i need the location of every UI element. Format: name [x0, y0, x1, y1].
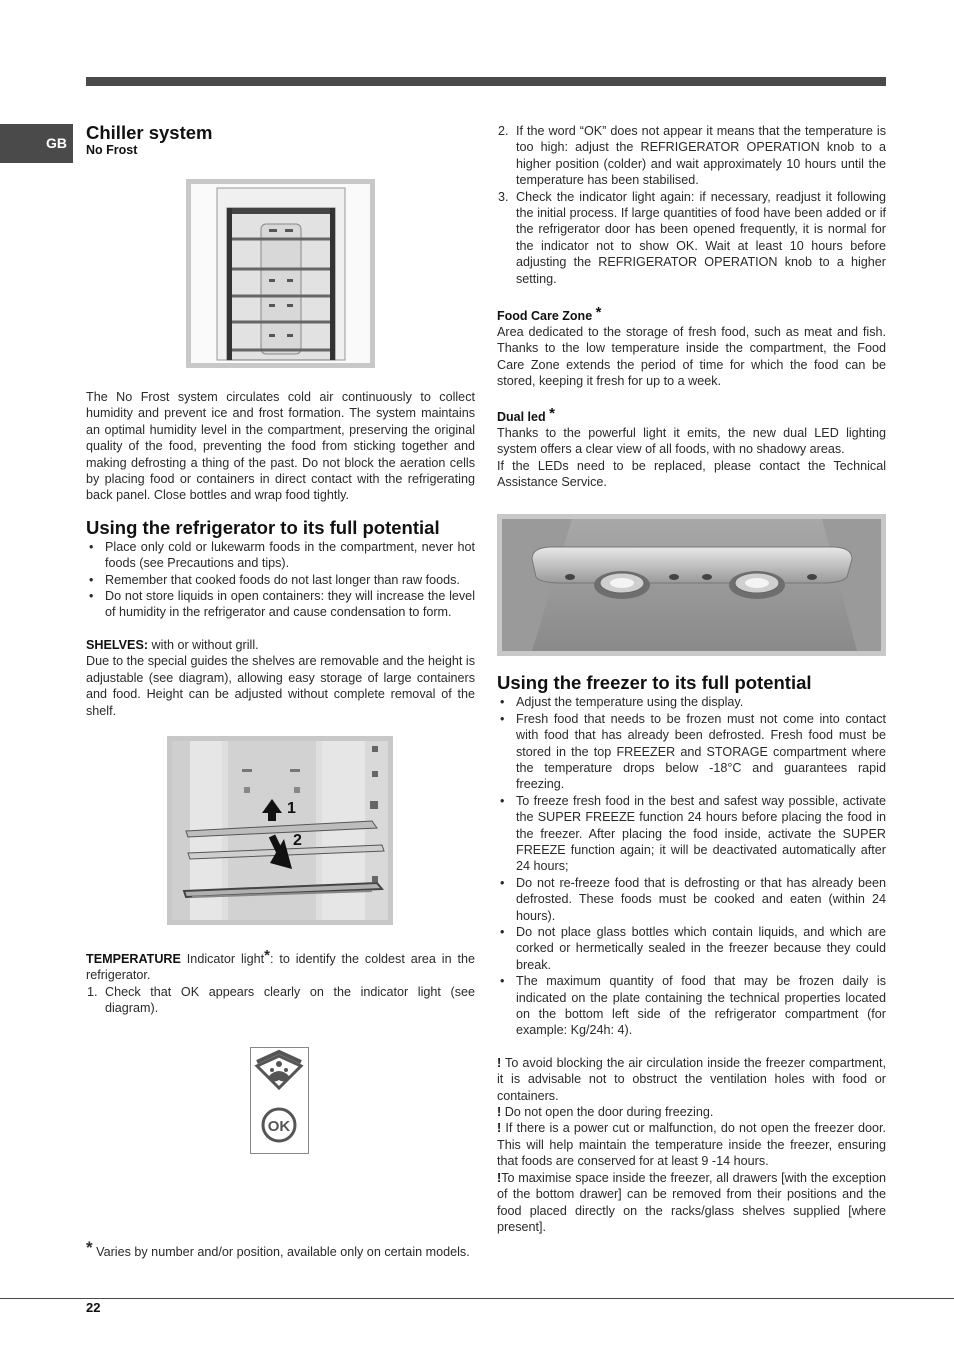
right-column [497, 122, 886, 1235]
list-item: • Do not place glass bottles which contain liquids, and which are corked or hermetically sealed in the freezer because they could break. [516, 924, 886, 973]
dual-led-label: Dual led [497, 409, 550, 424]
step-text: If the word “OK” does not appear it means that the temperature is too high: adjust the REFRIGERATOR OPERATION knob to a higher position (colder) and wait approximately 10 hours until the temperature has been stabilised. [516, 124, 886, 188]
footnote-text: Varies by number and/or position, available only on certain models. [92, 1245, 470, 1259]
top-rule [86, 77, 886, 86]
list-item: • Fresh food that needs to be frozen must not come into contact with food that has already been defrosted. Fresh food must be stored in the top FREEZER and STORAGE compartment where the temperature drops below -18°C and guarantees rapid freezing. [516, 711, 886, 793]
shelves-inline: with or without grill. [148, 637, 259, 652]
fridge-interior-illustration [191, 184, 370, 363]
shelf-step-2: 2 [293, 831, 302, 849]
warning-item [497, 1120, 886, 1169]
step-text: Check that OK appears clearly on the indicator light (see diagram). [105, 984, 475, 1016]
chiller-title: Chiller system [86, 122, 213, 143]
step-number: 1. [87, 984, 98, 999]
language-tab: GB [0, 124, 73, 163]
list-item [87, 984, 475, 1017]
freezer-bullet-list [497, 694, 886, 1039]
footer-rule [0, 1298, 954, 1299]
freezer-section-title: Using the freezer to its full potential [497, 672, 812, 694]
refrigerator-section-title: Using the refrigerator to its full potential [86, 516, 440, 538]
warning-mark: ! [497, 1121, 502, 1136]
list-item: • Adjust the temperature using the display. [516, 694, 886, 710]
dual-led-paragraph-1: Thanks to the powerful light it emits, the new dual LED lighting system offers a clear view of all foods, with no shadowy areas. [497, 425, 886, 457]
warning-mark: ! [497, 1055, 502, 1070]
shelf-adjust-illustration [172, 741, 388, 920]
temperature-steps-continued [497, 123, 886, 287]
dual-led-title [497, 406, 886, 425]
list-item: • Do not re-freeze food that is defrosting or that has already been defrosted. These foods must be cooked and eaten (within 24 hours). [516, 875, 886, 924]
list-item: • To freeze fresh food in the best and safest way possible, activate the SUPER FREEZE function 24 hours before placing the food in the freezer. After placing the food inside, activate the SUPER FREEZE function again; it will be deactivated automatically after 24 hours; [516, 793, 886, 875]
ok-indicator-illustration [251, 1048, 308, 1153]
list-item [498, 189, 886, 287]
warning-text: To avoid blocking the air circulation inside the freezer compartment, it is advisable not to obstruct the ventilation holes with food or containers. [497, 1055, 886, 1103]
dual-led-paragraph-2: If the LEDs need to be replaced, please contact the Technical Assistance Service. [497, 458, 886, 489]
shelf-adjust-figure [167, 736, 393, 925]
warning-mark: ! [497, 1170, 502, 1185]
chiller-subtitle: No Frost [86, 143, 138, 157]
temperature-paragraph [86, 948, 475, 984]
list-item: • The maximum quantity of food that may be frozen daily is indicated on the plate containing the technical properties located on the bottom left side of the refrigerator compartment (for example: Kg/24h: 4). [516, 973, 886, 1039]
ok-indicator-figure [250, 1047, 309, 1154]
warning-item [497, 1055, 886, 1104]
warning-text: To maximise space inside the freezer, all drawers [with the exception of the bottom drawer] can be removed from their positions and the food placed directly on the racks/glass shelves supplied [where present]. [497, 1170, 886, 1234]
shelves-label: SHELVES: [86, 637, 149, 652]
warning-text: If there is a power cut or malfunction, do not open the freezer door. This will help maintain the temperature inside the freezer, ensuring that foods are conserved for at least 9 -14 hours. [497, 1121, 886, 1169]
warning-mark: ! [497, 1105, 502, 1120]
nofrost-paragraph: The No Frost system circulates cold air continuously to collect humidity and prevent ice and frost formation. The system maintains an optimal humidity level in the compartment, preserving the original quality of the food, preventing the food from sticking together and making defrosting a thing of the past. Do not block the aeration cells by placing food or containers in direct contact with the refrigerating back panel. Close bottles and wrap food tightly. [86, 390, 475, 503]
step-number: 2. [498, 124, 509, 138]
shelf-step-1: 1 [287, 799, 296, 817]
step-text: Check the indicator light again: if necessary, readjust it following the initial process. If large quantities of food have been added or if the refrigerator door has been opened frequently, it is normal for the indicator not to show OK. Wait at least 10 hours before adjusting the REFRIGERATOR OPERATION knob to a higher setting. [516, 189, 886, 286]
dual-led-star: * [549, 404, 555, 422]
shelves-paragraph: Due to the special guides the shelves are removable and the height is adjustable (see diagram), allowing easy storage of large containers and food. Height can be adjusted without complete removal of the shelf. [86, 654, 475, 718]
warning-item [497, 1104, 886, 1120]
list-item [498, 123, 886, 189]
warning-item [497, 1170, 886, 1236]
list-item: • Do not store liquids in open containers: they will increase the level of humidity in the refrigerator and cause condensation to form. [105, 588, 475, 621]
list-item: • Place only cold or lukewarm foods in the compartment, never hot foods (see Precautions and tips). [105, 539, 475, 572]
temperature-star: * [264, 946, 270, 964]
temperature-rest: : to identify the coldest area in the refrigerator. [86, 951, 475, 983]
warnings-block [497, 1055, 886, 1235]
dual-led-illustration [502, 519, 881, 651]
list-item: • Remember that cooked foods do not last longer than raw foods. [105, 572, 475, 588]
dual-led-figure [497, 514, 886, 656]
footnote [86, 1240, 475, 1260]
step-number: 3. [498, 189, 509, 204]
page-number: 22 [86, 1300, 101, 1315]
temperature-inline: Indicator light [180, 951, 265, 966]
refrigerator-bullet-list [86, 539, 475, 621]
food-care-title [497, 305, 886, 324]
shelves-heading [86, 637, 475, 653]
warning-text: Do not open the door during freezing. [501, 1105, 714, 1120]
temperature-steps [86, 984, 475, 1017]
food-care-star: * [595, 304, 602, 322]
temperature-label: TEMPERATURE [86, 951, 181, 966]
left-column [86, 122, 475, 1259]
food-care-paragraph: Area dedicated to the storage of fresh food, such as meat and fish. Thanks to the low temperature inside the compartment, the Food Care Zone extends the period of time for which the food can be stored, keeping it fresh for up to a week. [497, 325, 886, 389]
footnote-star: * [86, 1238, 93, 1257]
fridge-interior-figure [186, 179, 375, 368]
ok-label: OK [267, 1118, 291, 1135]
food-care-label: Food Care Zone [497, 309, 596, 324]
